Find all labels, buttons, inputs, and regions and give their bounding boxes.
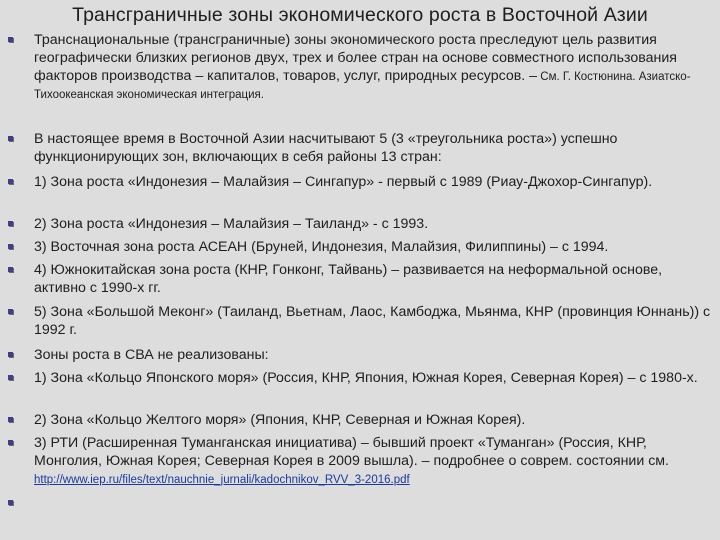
bullet-icon (8, 239, 34, 249)
bullet-icon (8, 304, 34, 314)
bullet-icon (8, 370, 34, 380)
item-text: 5) Зона «Большой Меконг» (Таиланд, Вьетнам, Лаос, Камбоджа, Мьянма, КНР (провинция Юннань)) с 1992 г. (34, 304, 711, 338)
item-text (34, 435, 714, 489)
list-item (8, 131, 714, 167)
list-item (8, 262, 714, 298)
item-text: 1) Зона роста «Индонезия – Малайзия – Сингапур» - первый с 1989 (Риау-Джохор-Сингапур). (34, 174, 653, 190)
list-item (8, 32, 714, 105)
list-item (8, 495, 714, 505)
bullet-icon (8, 32, 34, 42)
list-item (8, 347, 714, 365)
bullet-icon (8, 262, 34, 272)
item-text: 2) Зона роста «Индонезия – Малайзия – Таиланд» - с 1993. (34, 216, 429, 232)
item-text: 1) Зона «Кольцо Японского моря» (Россия, КНР, Япония, Южная Корея, Северная Корея) – с 1980-х. (34, 370, 698, 386)
item-text-main: Транснациональные (трансграничные) зоны экономического роста преследуют цель развития географически близких регионов двух, трех и более стран на основе совместного использования факторов производства – капиталов, товаров, услуг, природных ресурсов. – (34, 32, 677, 84)
item-text (34, 32, 714, 105)
bullet-icon (8, 174, 34, 184)
list-item (8, 412, 714, 430)
bullet-icon (8, 495, 34, 505)
list-item (8, 435, 714, 489)
list-item (8, 174, 714, 192)
item-text: 2) Зона «Кольцо Желтого моря» (Япония, КНР, Северная и Южная Корея). (34, 412, 526, 428)
source-link[interactable]: http://www.iep.ru/files/text/nauchnie_jurnali/kadochnikov_RVV_3-2016.pdf (34, 473, 410, 486)
bullet-icon (8, 347, 34, 357)
bullet-icon (8, 131, 34, 141)
list-item (8, 216, 714, 234)
bullet-icon (8, 412, 34, 422)
item-text: Зоны роста в СВА не реализованы: (34, 347, 269, 363)
list-item (8, 370, 714, 388)
slide-title: Трансграничные зоны экономического роста в Восточной Азии (72, 4, 648, 26)
list-item (8, 304, 714, 340)
item-text: В настоящее время в Восточной Азии насчитывают 5 (3 «треугольника роста») успешно функционирующих зон, включающих в себя районы 13 стран: (34, 131, 618, 165)
item-text-main: 3) РТИ (Расширенная Туманганская инициатива) – бывший проект «Туманган» (Россия, КНР, Монголия, Южная Корея; Северная Корея в 2009 вышла). – подробнее о соврем. состоянии см. (34, 435, 670, 469)
bullet-icon (8, 216, 34, 226)
bullet-icon (8, 435, 34, 445)
item-text: 3) Восточная зона роста АСЕАН (Бруней, Индонезия, Малайзия, Филиппины) – с 1994. (34, 239, 609, 255)
list-item (8, 239, 714, 257)
item-text: 4) Южнокитайская зона роста (КНР, Гонконг, Тайвань) – развивается на неформальной основе, активно с 1990-х гг. (34, 262, 663, 296)
citation-text: См. Г. Костюнина. Азиатско-Тихоокеанская экономическая интеграция. (34, 70, 691, 102)
